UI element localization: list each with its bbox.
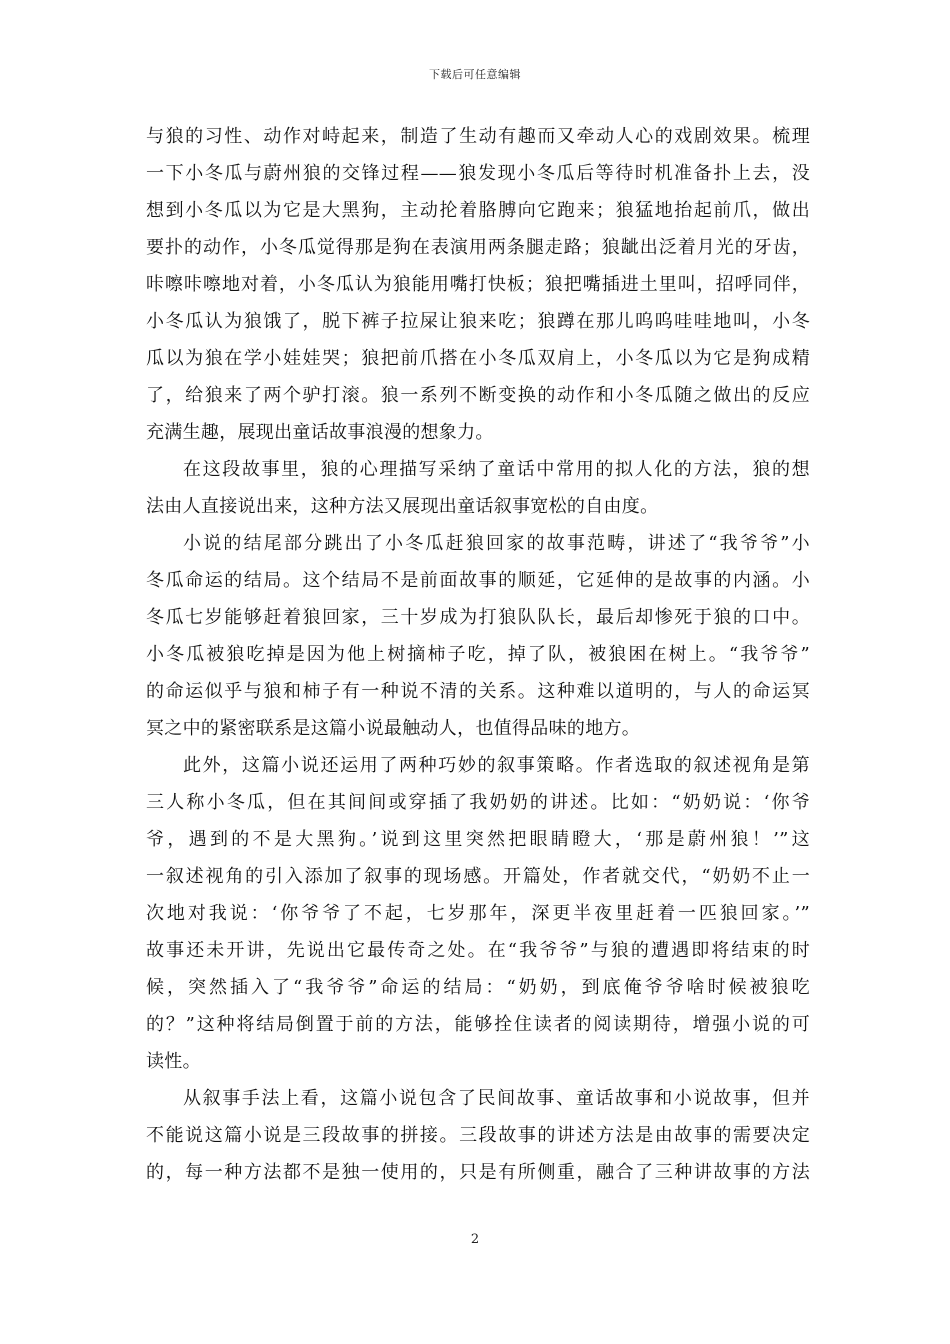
text-line: 爷，遇到的不是大黑狗。’说到这里突然把眼睛瞪大，‘那是蔚州狼！’”这 [146, 829, 810, 850]
text-line: 与狼的习性、动作对峙起来，制造了生动有趣而又牵动人心的戏剧效果。梳理 [146, 126, 810, 147]
text-line: 的，每一种方法都不是独一使用的，只是有所侧重，融合了三种讲故事的方法 [146, 1162, 810, 1183]
text-line: 次地对我说：‘你爷爷了不起，七岁那年，深更半夜里赶着一匹狼回家。’” [146, 903, 810, 924]
text-line: 冬瓜七岁能够赶着狼回家，三十岁成为打狼队队长，最后却惨死于狼的口中。 [146, 607, 810, 628]
text-line: 小冬瓜认为狼饿了，脱下裤子拉屎让狼来吃；狼蹲在那儿呜呜哇哇地叫，小冬 [146, 311, 810, 332]
text-line: 要扑的动作，小冬瓜觉得那是狗在表演用两条腿走路；狼龇出泛着月光的牙齿， [146, 237, 810, 258]
text-line: 咔嚓咔嚓地对着，小冬瓜认为狼能用嘴打快板；狼把嘴插进土里叫，招呼同伴， [146, 274, 810, 295]
paragraph [146, 747, 810, 1080]
text-line: 小说的结尾部分跳出了小冬瓜赶狼回家的故事范畴，讲述了“我爷爷”小 [183, 533, 810, 554]
text-line: 一下小冬瓜与蔚州狼的交锋过程——狼发现小冬瓜后等待时机准备扑上去，没 [146, 163, 810, 184]
text-line: 故事还未开讲，先说出它最传奇之处。在“我爷爷”与狼的遭遇即将结束的时 [146, 940, 810, 961]
text-line: 不能说这篇小说是三段故事的拼接。三段故事的讲述方法是由故事的需要决定 [146, 1125, 810, 1146]
paragraph [146, 118, 810, 451]
text-line: 充满生趣，展现出童话故事浪漫的想象力。 [146, 422, 494, 443]
text-line: 瓜以为狼在学小娃娃哭；狼把前爪搭在小冬瓜双肩上，小冬瓜以为它是狗成精 [146, 348, 810, 369]
paragraph [146, 1080, 810, 1191]
text-line: 冬瓜命运的结局。这个结局不是前面故事的顺延，它延伸的是故事的内涵。小 [146, 570, 810, 591]
text-line: 三人称小冬瓜，但在其间间或穿插了我奶奶的讲述。比如：“奶奶说：‘你爷 [146, 792, 810, 813]
text-line: 在这段故事里，狼的心理描写采纳了童话中常用的拟人化的方法，狼的想 [183, 459, 810, 480]
page-number: 2 [470, 1232, 480, 1247]
text-line: 了，给狼来了两个驴打滚。狼一系列不断变换的动作和小冬瓜随之做出的反应 [146, 385, 810, 406]
paragraph [146, 525, 810, 747]
page-header: 下载后可任意编辑 [429, 68, 521, 81]
paragraph [146, 451, 810, 525]
text-line: 此外，这篇小说还运用了两种巧妙的叙事策略。作者选取的叙述视角是第 [183, 755, 810, 776]
text-line: 想到小冬瓜以为它是大黑狗，主动抡着胳膊向它跑来；狼猛地抬起前爪，做出 [146, 200, 810, 221]
text-line: 法由人直接说出来，这种方法又展现出童话叙事宽松的自由度。 [146, 496, 659, 517]
text-line: 从叙事手法上看，这篇小说包含了民间故事、童话故事和小说故事，但并 [183, 1088, 810, 1109]
text-line: 一叙述视角的引入添加了叙事的现场感。开篇处，作者就交代，“奶奶不止一 [146, 866, 810, 887]
document-body [146, 118, 810, 1191]
text-line: 的？”这种将结局倒置于前的方法，能够拴住读者的阅读期待，增强小说的可 [146, 1014, 810, 1035]
text-line: 读性。 [146, 1051, 201, 1072]
text-line: 候，突然插入了“我爷爷”命运的结局：“奶奶，到底俺爷爷啥时候被狼吃 [146, 977, 810, 998]
text-line: 冥之中的紧密联系是这篇小说最触动人，也值得品味的地方。 [146, 718, 641, 739]
text-line: 小冬瓜被狼吃掉是因为他上树摘柿子吃，掉了队，被狼困在树上。“我爷爷” [146, 644, 810, 665]
text-line: 的命运似乎与狼和柿子有一种说不清的关系。这种难以道明的，与人的命运冥 [146, 681, 810, 702]
